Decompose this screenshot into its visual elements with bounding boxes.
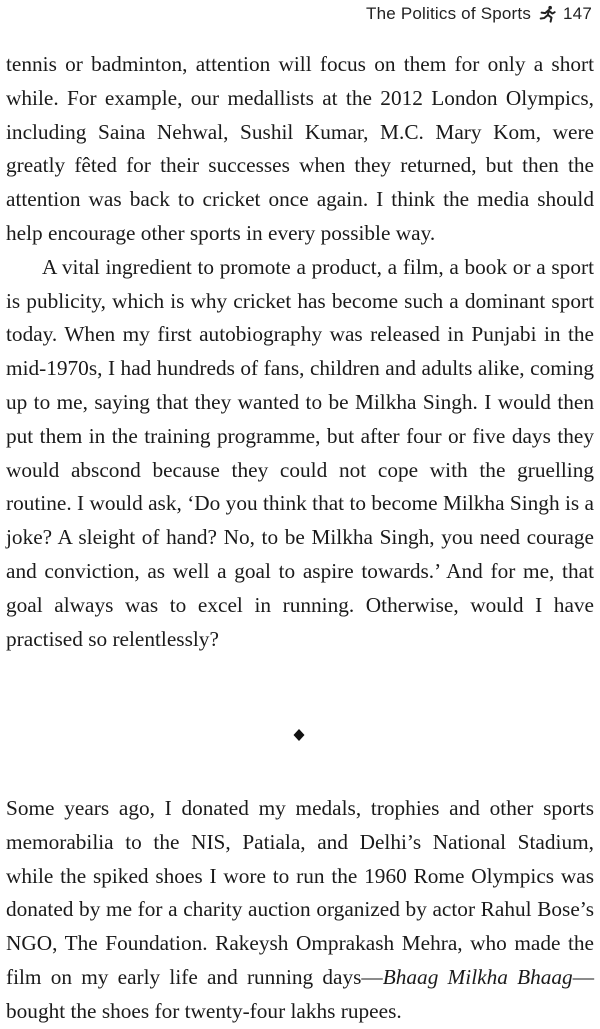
main-text-block bbox=[6, 48, 594, 656]
diamond-icon bbox=[292, 728, 306, 742]
paragraph-publicity: A vital ingredient to promote a product, a film, a book or a sport is publicity, which is why cricket has become such a dominant sport today. When my first autobiography was released in Punjabi in the mid-1970s, I had hundreds of fans, children and adults alike, coming up to me, saying that they wanted to be Milkha Singh. I would then put them in the training programme, but after four or five days they would abscond because they could not cope with the gruelling routine. I would ask, ‘Do you think that to become Milkha Singh is a joke? A sleight of hand? No, to be Milkha Singh, you need courage and conviction, as well a goal to aspire towards.’ And for me, that goal always was to excel in running. Otherwise, would I have practised so relentlessly? bbox=[6, 254, 594, 651]
page-number: 147 bbox=[563, 4, 592, 23]
running-figure-icon bbox=[538, 5, 556, 23]
paragraph-donation bbox=[6, 792, 594, 1029]
running-title: The Politics of Sports bbox=[366, 4, 532, 23]
running-head bbox=[366, 4, 592, 24]
paragraph-donation-end: —bought the shoes for twenty-four lakhs rupees. bbox=[6, 964, 594, 1023]
film-title: Bhaag Milkha Bhaag bbox=[382, 964, 573, 989]
paragraph-donation-lead: Some years ago, I donated my medals, trophies and other sports memorabilia to the NIS, Patiala, and Delhi’s National Stadium, while the spiked shoes I wore to run the 1960 Rome Olympics was donated by me for a charity auction organized by actor Rahul Bose’s NGO, The Foundation. Rakeysh Omprakash Mehra, who made the film on my early life and running days— bbox=[6, 796, 594, 989]
second-text-block bbox=[6, 792, 594, 1029]
paragraph-continued: tennis or badminton, attention will focus on them for only a short while. For example, our medallists at the 2012 London Olympics, including Saina Nehwal, Sushil Kumar, M.C. Mary Kom, were greatly fêted for their successes when they returned, but then the attention was back to cricket once again. I think the media should help encourage other sports in every possible way. bbox=[6, 52, 594, 245]
